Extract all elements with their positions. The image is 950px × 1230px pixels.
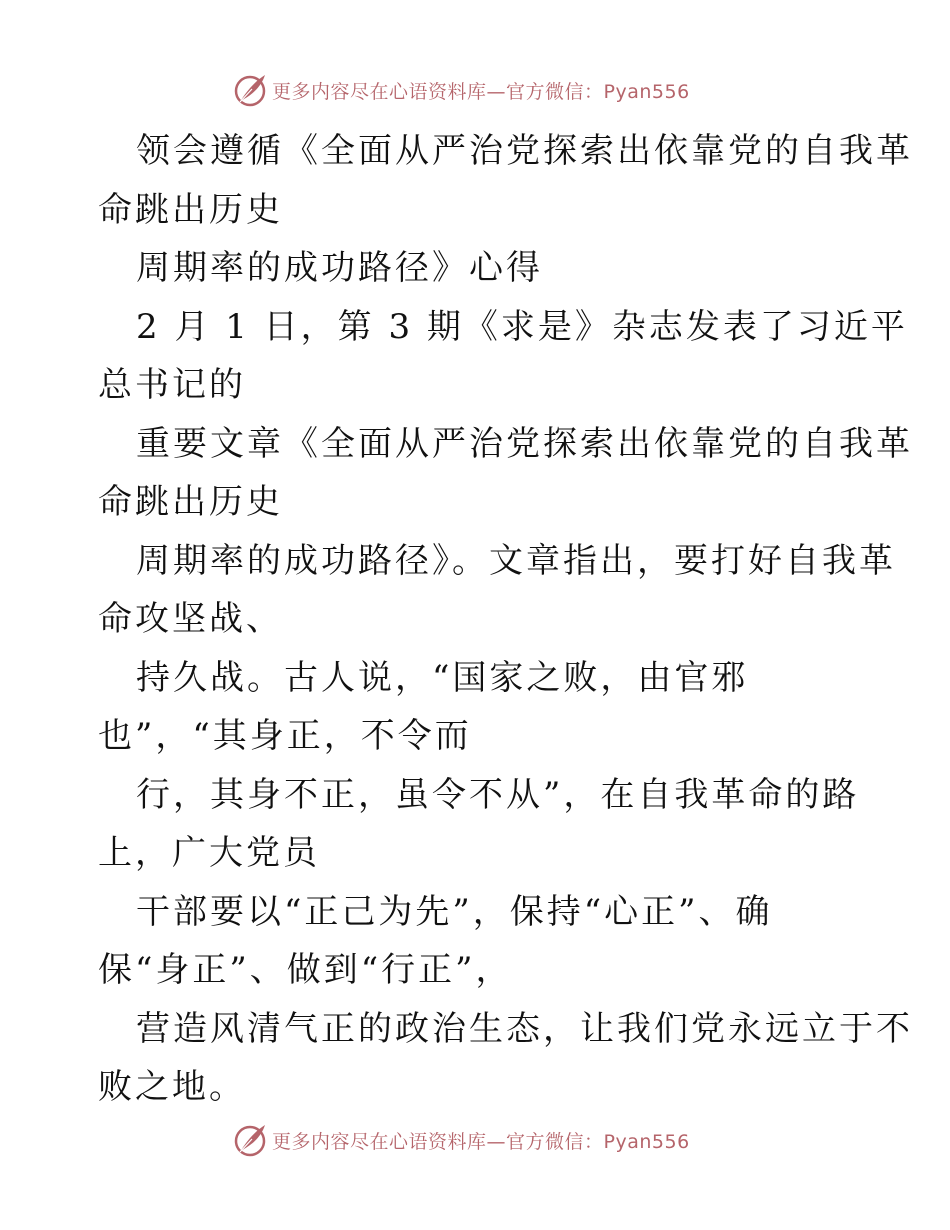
text-line: 上，广大党员 — [98, 833, 320, 873]
text-line: 持久战。古人说，“国家之败，由官邪 — [136, 657, 749, 698]
text-line: 行，其身不正，虽令不从”，在自我革命的路 — [136, 774, 860, 815]
text-line: 干部要以“正己为先”，保持“心正”、确 — [136, 891, 773, 932]
text-line: 领会遵循《全面从严治党探索出依靠党的自我革 — [136, 131, 913, 171]
text-line: 命跳出历史 — [98, 482, 283, 522]
text-line: 总书记的 — [98, 365, 246, 405]
text-line: 营造风清气正的政治生态，让我们党永远立于不 — [136, 1008, 913, 1049]
feather-quill-logo-icon — [232, 1122, 268, 1158]
footer-watermark — [232, 1120, 690, 1160]
text-line: 周期率的成功路径》心得 — [136, 248, 543, 288]
text-line: 败之地。 — [98, 1067, 246, 1107]
text-line: 也”，“其身正，不令而 — [98, 716, 472, 756]
text-line: 重要文章《全面从严治党探索出依靠党的自我革 — [136, 423, 913, 464]
text-line: 周期率的成功路径》。文章指出，要打好自我革 — [136, 540, 896, 581]
text-line: 命攻坚战、 — [98, 599, 283, 639]
header-watermark — [232, 70, 690, 110]
text-line: 保“身正”、做到“行正”， — [98, 950, 513, 990]
text-line: 命跳出历史 — [98, 189, 283, 230]
watermark-text: 更多内容尽在心语资料库—官方微信：Pyan556 — [272, 1130, 690, 1153]
watermark-text: 更多内容尽在心语资料库—官方微信：Pyan556 — [272, 80, 690, 103]
text-line: 2 月 1 日，第 3 期《求是》杂志发表了习近平 — [136, 306, 908, 347]
document-body — [98, 122, 913, 1117]
feather-quill-logo-icon — [232, 72, 268, 108]
